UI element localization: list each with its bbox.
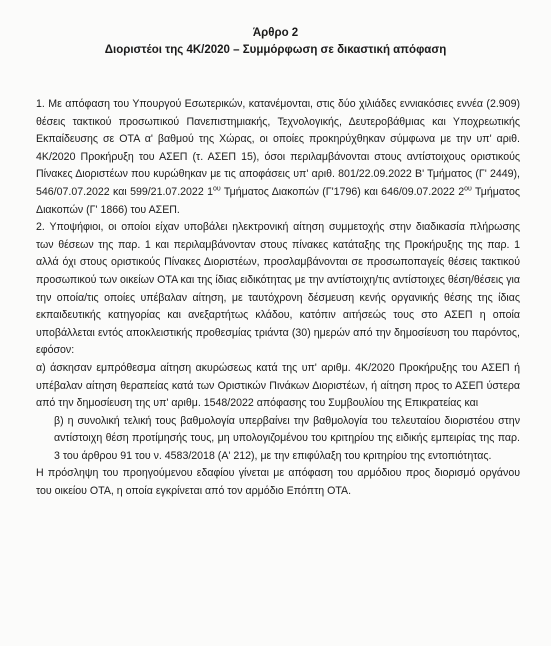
paragraph-1-part1: 1. Με απόφαση του Υπουργού Εσωτερικών, κατανέμονται, στις δύο χιλιάδες εννιακόσιες εννέα (2.909) θέσεις τακτικού προσωπικού Πανεπιστημιακής, Τεχνολογικής, Δευτεροβάθμιας και Υποχρεωτικής Εκπαίδευσης σε ΟΤΑ α' βαθμού της Χώρας, οι οποίες προκηρύχθηκαν σύμφωνα με την υπ' αριθ. 4Κ/2020 Προκήρυξη του ΑΣΕΠ (τ. ΑΣΕΠ 15), όσοι περιλαμβάνονται στους αντίστοιχους οριστικούς Πίνακες Διοριστέων που κυρώθηκαν με τις αποφάσεις υπ' αριθ. 801/22.09.2022 Β' Τμήματος (Γ' 2449), 546/07.07.2022 και 599/21.07.2022 1 [36,98,520,198]
item-b: β) η συνολική τελική τους βαθμολογία υπερβαίνει την βαθμολογία του τελευταίου διοριστέου στην αντίστοιχη θέση προτίμησής τους, μη υπολογιζομένου του κριτηρίου της ειδικής εμπειρίας της παρ. 3 του άρθρου 91 του ν. 4583/2018 (Α' 212), με την επιφύλαξη του κριτηρίου της εντοπιότητας. [54,414,520,462]
paragraph-2: 2. Υποψήφιοι, οι οποίοι είχαν υποβάλει ηλεκτρονική αίτηση συμμετοχής στην διαδικασία πλήρωσης των θέσεων της παρ. 1 και περιλαμβάνονταν στους πίνακες κατάταξης της Προκήρυξης της παρ. 1 αλλά όχι στους οριστικούς Πίνακες Διοριστέων, προσλαμβάνονται σε προσωποπαγείς θέσεις τακτικού προσωπικού των οικείων ΟΤΑ και της ίδιας ειδικότητας με την αντίστοιχη/τις αντίστοιχες θέση/θέσεις για την οποία/τις οποίες υπέβαλαν αίτηση, με ταυτόχρονη δέσμευση κενής οργανικής θέσης της ίδιας εκπαιδευτικής κατηγορίας και ανεξαρτήτως κλάδου, κατόπιν αιτήσεώς τους στο ΑΣΕΠ η οποία υποβάλλεται εντός αποκλειστικής προθεσμίας τριάντα (30) ημερών από την δημοσίευση του παρόντος, εφόσον: [36,221,520,357]
article-body [36,96,520,501]
ordinal-superscript-1: ου [213,185,221,193]
paragraph-1-part2: Τμήματος Διακοπών (Γ'1796) και 646/09.07.2022 2 [220,185,465,198]
paragraph-1-part3: Τμήματος Διακοπών (Γ' 1866) του ΑΣΕΠ. [36,185,520,216]
ordinal-superscript-2: ου [464,185,472,193]
item-a: α) άσκησαν εμπρόθεσμα αίτηση ακυρώσεως κατά της υπ' αριθμ. 4Κ/2020 Προκήρυξης του ΑΣΕΠ ή υπέβαλαν αίτηση θεραπείας κατά των Οριστικών Πινάκων Διοριστέων, ή αίτηση προς το ΑΣΕΠ ύστερα από την δημοσίευση της υπ' αριθμ. 1548/2022 απόφασης του Συμβουλίου της Επικρατείας και [36,361,520,410]
article-subtitle: Διοριστέοι της 4Κ/2020 – Συμμόρφωση σε δικαστική απόφαση [104,44,447,56]
paragraph-3: Η πρόσληψη του προηγούμενου εδαφίου γίνεται με απόφαση του αρμόδιου προς διορισμό οργάνου του οικείου ΟΤΑ, η οποία εγκρίνεται από τον αρμόδιο Επόπτη ΟΤΑ. [36,467,520,498]
article-title: Άρθρο 2 [252,27,299,39]
paragraph-1 [36,96,520,219]
